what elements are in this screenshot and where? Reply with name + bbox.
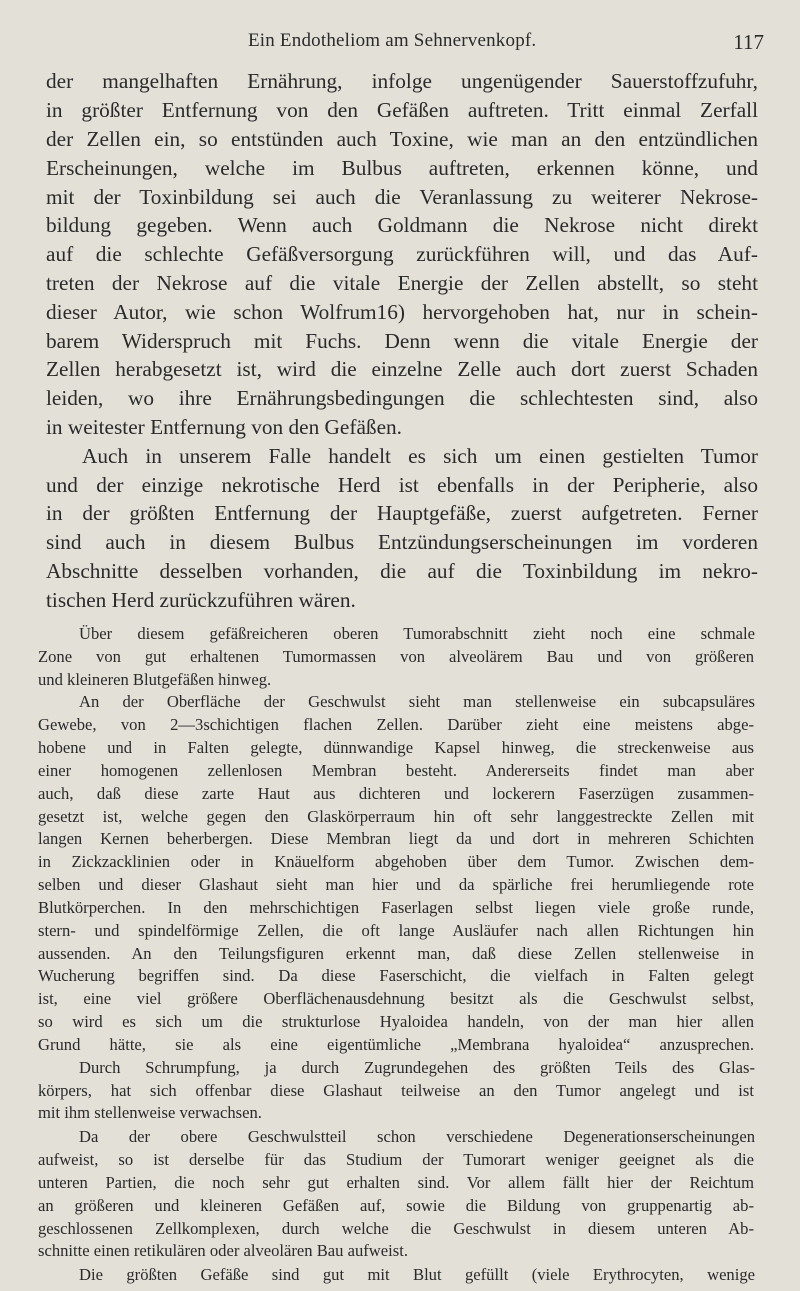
text-line: einer homogenen zellenlosen Membran besteht. Andererseits findet man aber	[38, 761, 754, 780]
text-line: barem Widerspruch mit Fuchs. Denn wenn die vitale Energie der	[46, 329, 758, 353]
text-line: Über diesem gefäßreicheren oberen Tumorabschnitt zieht noch eine schmale	[79, 624, 755, 643]
text-line: hobene und in Falten gelegte, dünnwandige Kapsel hinweg, die streckenweise aus	[38, 738, 754, 757]
page-number: 117	[733, 30, 764, 54]
text-line: Wucherung begriffen sind. Da diese Faserschicht, die vielfach in Falten gelegt	[38, 966, 754, 985]
text-line: und der einzige nekrotische Herd ist ebenfalls in der Peripherie, also	[46, 473, 758, 497]
text-line: unteren Partien, die noch sehr gut erhalten sind. Vor allem fällt hier der Reichtum	[38, 1173, 754, 1192]
text-line: langen Kernen beherbergen. Diese Membran liegt da und dort in mehreren Schichten	[38, 829, 754, 848]
text-line: aufweist, so ist derselbe für das Studium der Tumorart weniger geeignet als die	[38, 1150, 754, 1169]
text-line: Da der obere Geschwulstteil schon verschiedene Degenerationserscheinungen	[79, 1127, 755, 1146]
text-line: und kleineren Blutgefäßen hinweg.	[38, 670, 272, 689]
text-line: leiden, wo ihre Ernährungsbedingungen die schlechtesten sind, also	[46, 386, 758, 410]
text-line: schnitte einen retikulären oder alveolären Bau aufweist.	[38, 1241, 408, 1260]
text-line: Zellen herabgesetzt ist, wird die einzelne Zelle auch dort zuerst Schaden	[46, 357, 758, 381]
text-line: der Zellen ein, so entstünden auch Toxine, wie man an den entzündlichen	[46, 127, 758, 151]
text-line: der mangelhaften Ernährung, infolge ungenügender Sauerstoffzufuhr,	[46, 69, 758, 93]
text-line: Erscheinungen, welche im Bulbus auftreten, erkennen könne, und	[46, 156, 758, 180]
text-line: Abschnitte desselben vorhanden, die auf die Toxinbildung im nekro-	[46, 559, 758, 583]
text-line: treten der Nekrose auf die vitale Energie der Zellen abstellt, so steht	[46, 271, 758, 295]
text-line: aussenden. An den Teilungsfiguren erkennt man, daß diese Zellen stellenweise in	[38, 944, 754, 963]
text-line: in Zickzacklinien oder in Knäuelform abgehoben über dem Tumor. Zwischen dem-	[38, 852, 754, 871]
text-line: Blutkörperchen. In den mehrschichtigen Faserlagen selbst liegen viele große runde,	[38, 898, 754, 917]
text-line: in größter Entfernung von den Gefäßen auftreten. Tritt einmal Zerfall	[46, 98, 758, 122]
text-line: Grund hätte, sie als eine eigentümliche „Membrana hyaloidea“ anzusprechen.	[38, 1035, 754, 1054]
page-header	[46, 30, 764, 60]
text-line: stern- und spindelförmige Zellen, die oft lange Ausläufer nach allen Richtungen hin	[38, 921, 754, 940]
text-line: mit der Toxinbildung sei auch die Veranlassung zu weiterer Nekrose-	[46, 185, 758, 209]
text-line: Durch Schrumpfung, ja durch Zugrundegehen des größten Teils des Glas-	[79, 1058, 755, 1077]
text-line: ist, eine viel größere Oberflächenausdehnung besitzt als die Geschwulst selbst,	[38, 989, 754, 1008]
text-line: geschlossenen Zellkomplexen, durch welche die Geschwulst in diesem unteren Ab-	[38, 1219, 754, 1238]
text-line: gesetzt ist, welche gegen den Glaskörperraum hin oft sehr langgestreckte Zellen mit	[38, 807, 754, 826]
text-line: körpers, hat sich offenbar diese Glashaut teilweise an den Tumor angelegt und ist	[38, 1081, 754, 1100]
text-line: an größeren und kleineren Gefäßen auf, sowie die Bildung von gruppenartig ab-	[38, 1196, 754, 1215]
text-line: auch, daß diese zarte Haut aus dichteren und lockerern Faserzügen zusammen-	[38, 784, 754, 803]
text-line: in weitester Entfernung von den Gefäßen.	[46, 415, 403, 439]
text-line: so wird es sich um die strukturlose Hyaloidea handeln, von der man hier allen	[38, 1012, 754, 1031]
text-line: sind auch in diesem Bulbus Entzündungserscheinungen im vorderen	[46, 530, 758, 554]
text-line: auf die schlechte Gefäßversorgung zurückführen will, und das Auf-	[46, 242, 758, 266]
text-line: Zone von gut erhaltenen Tumormassen von alveolärem Bau und von größeren	[38, 647, 754, 666]
text-line: bildung gegeben. Wenn auch Goldmann die Nekrose nicht direkt	[46, 213, 758, 237]
text-line: dieser Autor, wie schon Wolfrum16) hervorgehoben hat, nur in schein-	[46, 300, 758, 324]
text-line: in der größten Entfernung der Hauptgefäße, zuerst aufgetreten. Ferner	[46, 501, 758, 525]
text-line: Gewebe, von 2—3schichtigen flachen Zellen. Darüber zieht eine meistens abge-	[38, 715, 754, 734]
text-line: An der Oberfläche der Geschwulst sieht man stellenweise ein subcapsuläres	[79, 692, 755, 711]
text-line: selben und dieser Glashaut sieht man hier und da spärliche frei herumliegende rote	[38, 875, 754, 894]
text-line: Die größten Gefäße sind gut mit Blut gefüllt (viele Erythrocyten, wenige	[79, 1265, 755, 1284]
text-line: mit ihm stellenweise verwachsen.	[38, 1103, 262, 1122]
text-line: tischen Herd zurückzuführen wären.	[46, 588, 356, 612]
text-line: Auch in unserem Falle handelt es sich um einen gestielten Tumor	[82, 444, 758, 468]
running-title: Ein Endotheliom am Sehnervenkopf.	[248, 30, 537, 51]
